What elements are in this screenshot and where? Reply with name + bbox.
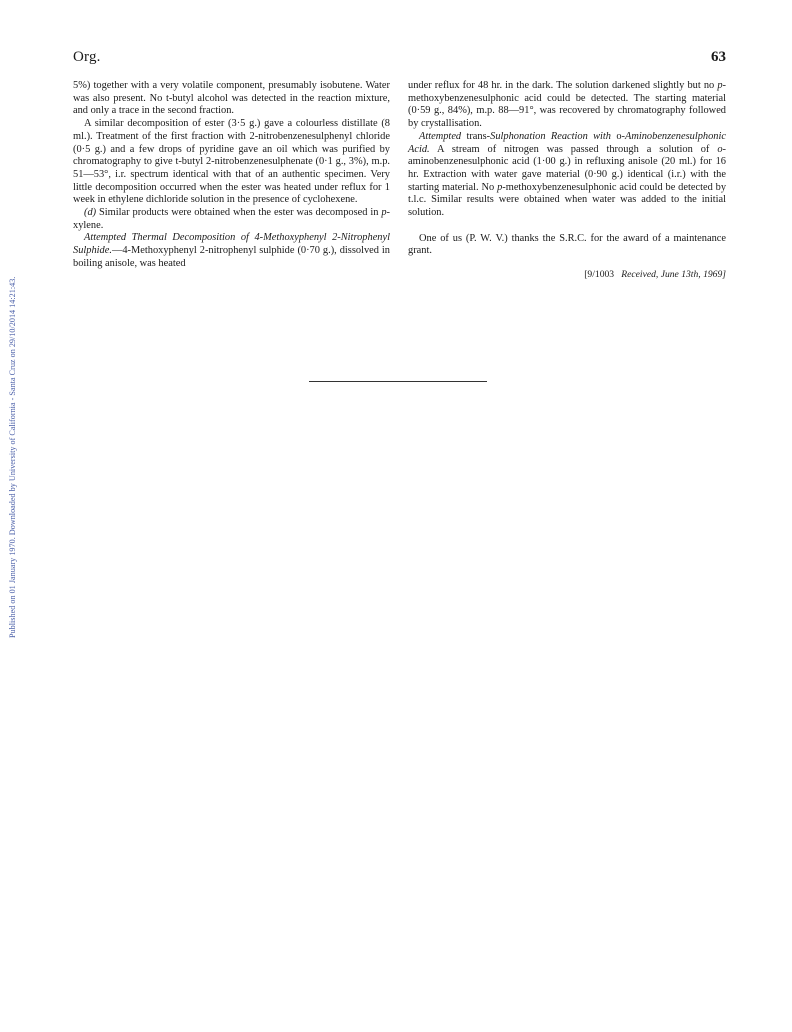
section-heading: Attempted trans-Sulphonation Reaction with o-Aminobenzenesulphonic Acid. bbox=[408, 130, 726, 155]
paragraph-continued: 5%) together with a very volatile component, presumably isobutene. Water was also present. No t-butyl alcohol was detected in the reaction mixture, and only a trace in the second fraction. bbox=[73, 80, 390, 117]
paragraph-attempted-transsulphonation: Attempted trans-Sulphonation Reaction with o-Aminobenzenesulphonic Acid. A stream of nitrogen was passed through a solution of o-aminobenzenesulphonic acid (1·00 g.) in refluxing anisole (20 ml.) for 16 hr. Extraction with water gave material (0·90 g.) identical (i.r.) with the starting material. No p-methoxybenzenesulphonic acid could be detected by t.l.c. Similar results were obtained when water was added to the initial solution. bbox=[408, 130, 727, 219]
item-label-d: (d) bbox=[84, 207, 97, 219]
left-column bbox=[73, 80, 390, 271]
download-notice-text: Published on 01 January 1970. Downloaded by University of California - Santa Cruz on 29/10/2014 14:21:43. bbox=[8, 276, 17, 638]
paragraph-attempted-thermal-decomposition: Attempted Thermal Decomposition of 4-Methoxyphenyl 2-Nitrophenyl Sulphide.—4-Methoxyphenyl 2-nitrophenyl sulphide (0·70 g.), dissolved in boiling anisole, was heated bbox=[73, 232, 390, 269]
paragraph-reflux: under reflux for 48 hr. in the dark. The solution darkened slightly but no p-methoxybenzenesulphonic acid could be detected. The starting material (0·59 g., 84%), m.p. 88—91°, was recovered by chromatography followed by crystallisation. bbox=[408, 80, 726, 130]
journal-section-header: Org. bbox=[73, 49, 101, 65]
acknowledgement: One of us (P. W. V.) thanks the S.R.C. for the award of a maintenance grant. bbox=[408, 232, 726, 257]
right-column bbox=[408, 80, 726, 282]
received-date: Received, June 13th, 1969] bbox=[621, 269, 726, 281]
page-number: 63 bbox=[711, 49, 726, 65]
manuscript-reference: [9/1003 bbox=[584, 269, 615, 281]
received-line bbox=[408, 269, 726, 282]
paragraph-xylene: (d) Similar products were obtained when the ester was decomposed in p-xylene. bbox=[73, 207, 390, 231]
download-notice bbox=[6, 170, 20, 640]
end-rule bbox=[309, 381, 487, 382]
section-heading: Attempted Thermal Decomposition of 4-Methoxyphenyl 2-Nitrophenyl Sulphide. bbox=[73, 232, 390, 257]
paragraph-similar-decomposition: A similar decomposition of ester (3·5 g.) gave a colourless distillate (8 ml.). Treatment of the first fraction with 2-nitrobenzenesulphenyl chloride (0·5 g.) and a few drops of pyridine gave an oil which was purified by chromatography to give t-butyl 2-nitrobenzenesulphenate (0·1 g., 3%), m.p. 51—53°, i.r. spectrum identical with that of an authentic specimen. Very little decomposition occurred when the ester was heated under reflux for 1 week in ethylene dichloride solution in the presence of cyclohexene. bbox=[73, 118, 390, 206]
